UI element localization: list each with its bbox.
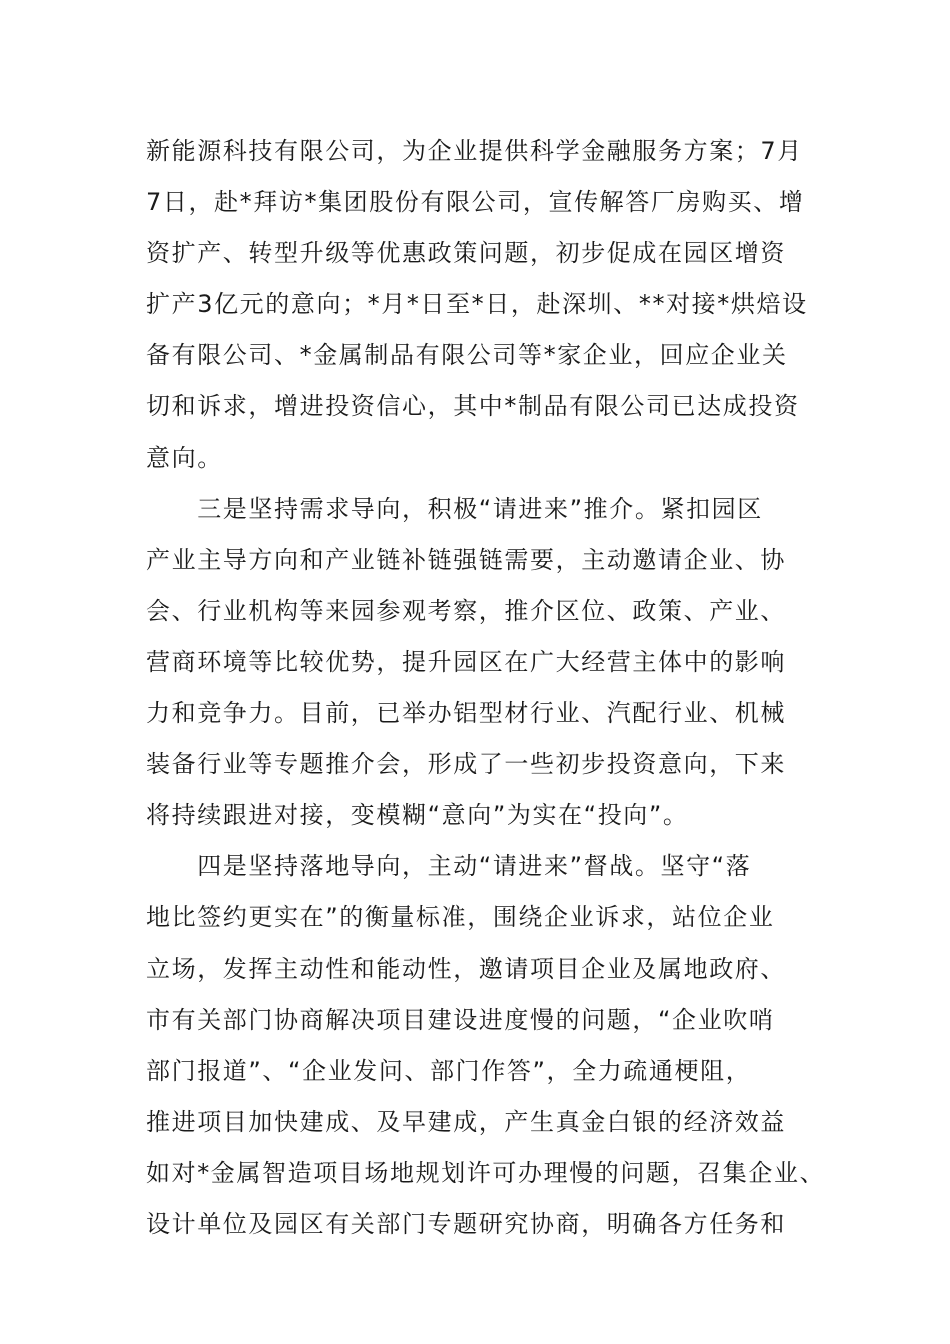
text-line: 将持续跟进对接，变模糊“意向”为实在“投向”。 bbox=[146, 801, 689, 830]
text-line: 切和诉求，增进投资信心，其中*制品有限公司已达成投资 bbox=[146, 392, 800, 421]
text-line: 意向。 bbox=[146, 443, 223, 472]
text-line: 新能源科技有限公司，为企业提供科学金融服务方案；7月 bbox=[146, 137, 803, 165]
text-line: 立场，发挥主动性和能动性，邀请项目企业及属地政府、 bbox=[146, 954, 786, 983]
paragraph-start-line: 三是坚持需求导向，积极“请进来”推介。紧扣园区 bbox=[146, 494, 763, 523]
text-line: 设计单位及园区有关部门专题研究协商，明确各方任务和 bbox=[146, 1209, 786, 1238]
paragraph-start-line: 四是坚持落地导向，主动“请进来”督战。坚守“落 bbox=[146, 852, 752, 881]
text-line: 产业主导方向和产业链补链强链需要，主动邀请企业、协 bbox=[146, 545, 786, 574]
text-line: 部门报道”、“企业发问、部门作答”，全力疏通梗阻， bbox=[146, 1056, 752, 1085]
body-text bbox=[146, 126, 846, 1250]
text-line: 地比签约更实在”的衡量标准，围绕企业诉求，站位企业 bbox=[146, 903, 775, 932]
text-line: 7日，赴*拜访*集团股份有限公司，宣传解答厂房购买、增 bbox=[146, 188, 805, 217]
text-line: 装备行业等专题推介会，形成了一些初步投资意向，下来 bbox=[146, 750, 786, 779]
text-line: 营商环境等比较优势，提升园区在广大经营主体中的影响 bbox=[146, 647, 786, 676]
text-line: 力和竞争力。目前，已举办铝型材行业、汽配行业、机械 bbox=[146, 699, 786, 728]
text-line: 会、行业机构等来园参观考察，推介区位、政策、产业、 bbox=[146, 596, 786, 625]
text-line: 扩产3亿元的意向；*月*日至*日，赴深圳、**对接*烘焙设 bbox=[146, 290, 808, 319]
text-line: 如对*金属智造项目场地规划许可办理慢的问题，召集企业、 bbox=[146, 1158, 826, 1187]
text-line: 资扩产、转型升级等优惠政策问题，初步促成在园区增资 bbox=[146, 239, 786, 268]
text-line: 市有关部门协商解决项目建设进度慢的问题，“企业吹哨 bbox=[146, 1005, 775, 1034]
text-line: 推进项目加快建成、及早建成，产生真金白银的经济效益 bbox=[146, 1107, 786, 1136]
text-line: 备有限公司、*金属制品有限公司等*家企业，回应企业关 bbox=[146, 341, 788, 370]
